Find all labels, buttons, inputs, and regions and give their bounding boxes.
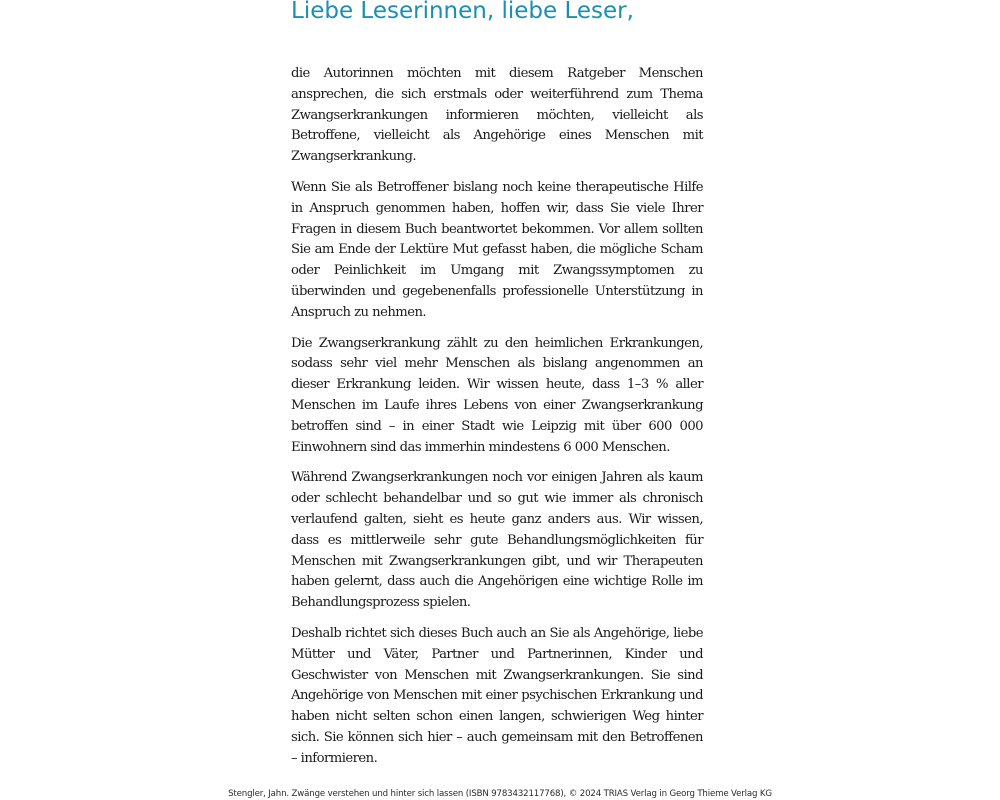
paragraph-treatment: Während Zwangserkrankungen noch vor einigen Jahren als kaum oder schlecht behandelbar und so gut wie immer als chronisch verlaufend galten, sieht es heute ganz anders aus. Wir wissen, dass es mittlerweile sehr gute Behandlungsmöglichkeiten für Menschen mit Zwangserkrankungen gibt, und wir Therapeuten haben gelernt, dass auch die Angehörigen eine wichtige Rolle im Behandlungsprozess spielen. [291, 470, 703, 611]
paragraph-relatives: Deshalb richtet sich dieses Buch auch an Sie als Angehörige, liebe Mütter und Väter, Partner und Partnerinnen, Kinder und Geschwister von Menschen mit Zwangserkrankungen. Sie sind Angehörige von Menschen mit einer psychischen Erkrankung und haben nicht selten schon einen langen, schwierigen Weg hinter sich. Sie können sich hier – auch gemeinsam mit den Betroffenen – informieren. [291, 625, 703, 766]
paragraph-affected: Wenn Sie als Betroffener bislang noch keine therapeutische Hilfe in Anspruch genommen haben, hoffen wir, dass Sie viele Ihrer Fragen in diesem Buch beantwortet bekommen. Vor allem sollten Sie am Ende der Lektüre Mut gefasst haben, die mögliche Scham oder Peinlichkeit im Umgang mit Zwangssymptomen zu überwinden und gegebenenfalls professionelle Unterstützung in Anspruch zu nehmen. [291, 179, 703, 320]
page-heading: Liebe Leserinnen, liebe Leser, [291, 0, 634, 24]
paragraph-prevalence: Die Zwangserkrankung zählt zu den heimlichen Erkrankungen, sodass sehr viel mehr Menschen als bislang angenommen an dieser Erkrankung leiden. Wir wissen heute, dass 1–3 % aller Menschen im Laufe ihres Lebens von einer Zwangserkrankung betroffen sind – in einer Stadt wie Leipzig mit über 600 000 Einwohnern sind das immerhin mindestens 6 000 Menschen. [291, 335, 703, 455]
footer-credit: Stengler, Jahn. Zwänge verstehen und hinter sich lassen (ISBN 9783432117768), © 2024 TRIAS Verlag in Georg Thieme Verlag KG [228, 789, 772, 799]
paragraph-intro: die Autorinnen möchten mit diesem Ratgeber Menschen ansprechen, die sich erstmals oder weiterführend zum Thema Zwangserkrankungen informieren möchten, vielleicht als Betroffene, vielleicht als Angehörige eines Menschen mit Zwangserkrankung. [291, 66, 703, 165]
body-text [291, 64, 703, 780]
